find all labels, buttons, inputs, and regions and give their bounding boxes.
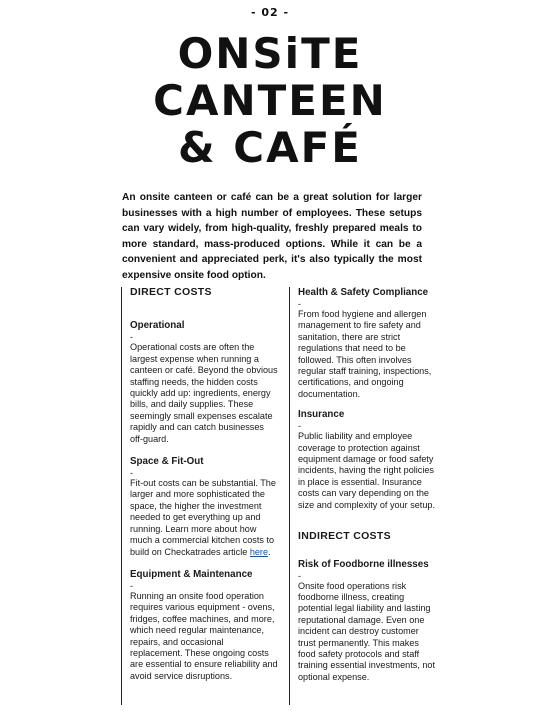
operational-heading: Operational xyxy=(130,320,185,332)
foodborne-body: Onsite food operations risk foodborne illness, creating potential legal liability and lasting reputational damage. Even one incident can destroy customer trust permanently. This makes food safety protocols and staff training essential investments, not optional expense. xyxy=(298,580,435,682)
operational-body: Operational costs are often the largest expense when running a canteen or café. Beyond the obvious staffing needs, the hidden costs quickly add up: ingredients, energy bills, and daily supplies. These seemingly small expenses escalate rapidly and can catch businesses off-guard. xyxy=(130,342,278,444)
here-link[interactable]: here xyxy=(249,546,269,557)
equipment-dash: - xyxy=(130,580,133,591)
insurance-heading: Insurance xyxy=(298,409,345,421)
health-safety-heading: Health & Safety Compliance xyxy=(298,287,429,298)
page-number: - 02 - xyxy=(250,6,290,19)
operational-block xyxy=(130,320,278,445)
left-column-rule xyxy=(121,287,122,705)
middle-column-rule xyxy=(289,287,290,705)
title-line-3: & CAFÉ xyxy=(178,123,362,172)
foodborne-block xyxy=(298,559,438,684)
fitout-body: Fit-out costs can be substantial. The larger and more sophisticated the space, the higher the investment needed to get everything up and running. Learn more about how much a commercial kitchen costs to build on Checkatrades article xyxy=(130,478,276,557)
insurance-block xyxy=(298,409,438,511)
equipment-heading: Equipment & Maintenance xyxy=(130,568,253,580)
title-line-2: CANTEEN xyxy=(153,76,387,125)
insurance-body: Public liability and employee coverage to protection against equipment damage or food safety incidents, having the right policies in place is essential. Insurance costs can vary depending on the size and complexity of your setup. xyxy=(298,431,435,510)
fitout-heading: Space & Fit-Out xyxy=(130,456,204,468)
fitout-dash: - xyxy=(130,468,133,479)
indirect-costs-heading: INDIRECT COSTS xyxy=(298,530,391,543)
equipment-block xyxy=(130,569,278,682)
direct-costs-heading: DIRECT COSTS xyxy=(130,286,212,298)
right-column xyxy=(298,287,438,683)
foodborne-dash: - xyxy=(298,570,301,581)
health-safety-body: From food hygiene and allergen management to fire safety and sanitation, there are strict regulations that need to be followed. This often involves regular staff training, inspections, certifications, and ongoing documentation. xyxy=(298,309,432,399)
equipment-body: Running an onsite food operation requires various equipment - ovens, fridges, coffee machines, and more, which need regular maintenance, repairs, and occasional replacement. These ongoing costs are essential to ensure reliability and avoid service disruptions. xyxy=(130,590,278,681)
intro-paragraph: An onsite canteen or café can be a great solution for larger businesses with a high number of employees. These setups can vary widely, from high-quality, freshly prepared meals to more standard, mass-produced options. While it can be a convenient and appreciated perk, it's also typically the most expensive onsite food option. xyxy=(122,192,422,281)
operational-dash: - xyxy=(130,332,133,343)
fitout-body-wrapper xyxy=(130,478,278,558)
fitout-block xyxy=(130,456,278,558)
left-column xyxy=(130,287,278,682)
health-safety-dash: - xyxy=(298,299,301,309)
fitout-body-end: . xyxy=(268,546,271,557)
title-line-1: ONSiTE xyxy=(177,29,363,78)
insurance-dash: - xyxy=(298,421,301,432)
page-title xyxy=(0,30,540,171)
health-safety-block xyxy=(298,287,438,400)
foodborne-heading: Risk of Foodborne illnesses xyxy=(298,558,429,570)
